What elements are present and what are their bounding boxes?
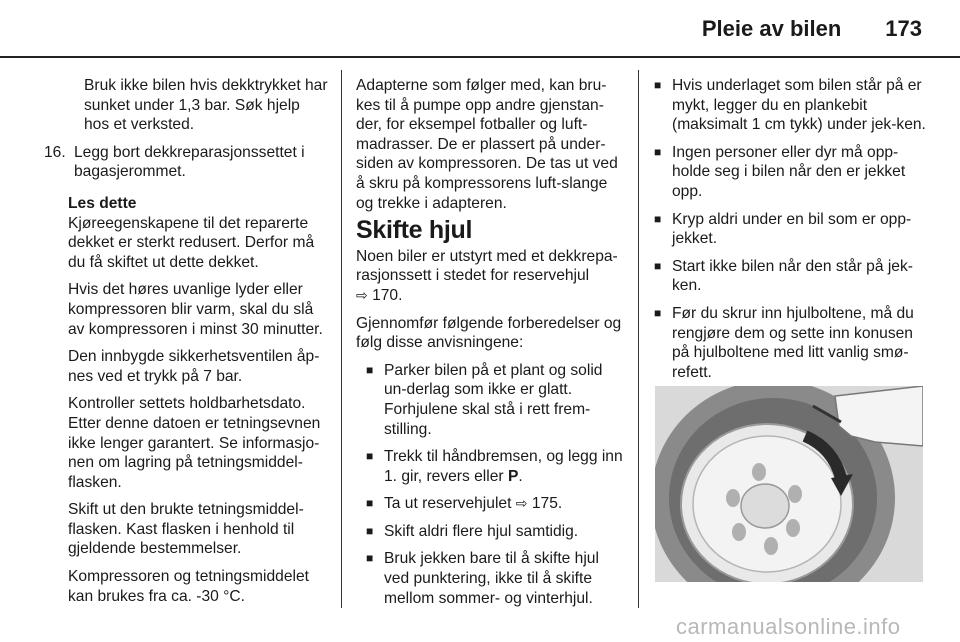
note-paragraph: Den innbygde sikkerhetsventilen åp-nes ved et trykk på 7 bar. (68, 348, 320, 385)
page-ref: 170. (372, 286, 403, 304)
continuation-text: Bruk ikke bilen hvis dekktrykket har sunket under 1,3 bar. Søk hjelp hos et verksted. (84, 77, 328, 134)
adapter-paragraph: Adapterne som følger med, kan bru-kes til å pumpe opp andre gjenstan-der, for eksempel fotballer og luft-madrasser. De er plassert på under-siden av kompressoren. De tas ut ved å skru på kompressorens luft-slange og trekke i adapteren. (356, 77, 618, 212)
page-ref: 175. (531, 495, 563, 513)
preparation-paragraph: Gjennomfør følgende forberedelser og følg disse anvisningene: (356, 314, 622, 352)
bullet-square-icon: ■ (366, 362, 374, 377)
watermark: carmanualsonline.info (676, 614, 901, 639)
note-paragraph: Kompressoren og tetningsmiddelet kan brukes fra ca. -30 °C. (68, 568, 309, 605)
bullet-square-icon: ■ (654, 211, 662, 226)
note-paragraph: Hvis det høres uvanlige lyder eller kompressoren blir varm, skal du slå av kompressoren i minst 30 minutter. (68, 281, 323, 338)
page-title: Pleie av bilen (701, 16, 842, 41)
column-divider (341, 70, 342, 608)
section-heading: Skifte hjul (356, 216, 473, 245)
note-box (44, 194, 328, 606)
column-divider (638, 70, 639, 608)
note-title: Les dette (68, 194, 137, 212)
page-number: 173 (885, 16, 922, 41)
note-paragraph: Skift ut den brukte tetningsmiddel-flasken. Kast flasken i henhold til gjeldende bestemmelser. (68, 501, 304, 558)
bullet-square-icon: ■ (654, 305, 662, 320)
list-item: ■ Ingen personer eller dyr må opp-holde seg i bilen når den er jekket opp. (654, 143, 906, 200)
column-right (654, 76, 926, 390)
note-paragraph: Kjøreegenskapene til det reparerte dekket er sterkt redusert. Derfor må du få skiftet ut dette dekket. (68, 214, 315, 271)
note-paragraph: Kontroller settets holdbarhetsdato. Etter denne datoen er tetningsevnen ikke lenger garantert. Se informasjo-nen om lagring på tetningsmiddel-flasken. (68, 395, 321, 491)
list-item: ■ Start ikke bilen når den står på jek-ken. (654, 257, 913, 295)
list-item: ■ Skift aldri flere hjul samtidig. (366, 522, 579, 540)
spare-wheel-paragraph (356, 247, 624, 306)
list-item: ■ Hvis underlaget som bilen står på er mykt, legger du en plankebit (maksimalt 1 cm tykk) under jek-ken. (654, 77, 926, 134)
bullet-square-icon: ■ (654, 258, 662, 273)
page-header (0, 0, 960, 58)
bullet-square-icon: ■ (366, 496, 374, 511)
header-rule (0, 56, 960, 58)
step-text: Legg bort dekkreparasjonssettet i bagasjerommet. (74, 143, 305, 181)
list-item: ■ Ta ut reservehjulet ⇨ 175. (366, 495, 563, 513)
bullet-square-icon: ■ (366, 523, 374, 538)
page-ref-arrow-icon: ⇨ (515, 495, 528, 512)
step-16 (44, 143, 328, 182)
list-item: ■ Parker bilen på et plant og solid un-derlag som ikke er glatt. Forhjulene skal stå i rett frem-stilling. (366, 361, 603, 438)
list-item: ■ Bruk jekken bare til å skifte hjul ved punktering, ikke til å skifte mellom sommer- og vinterhjul. (366, 550, 599, 607)
wheel-illustration (655, 386, 923, 582)
paragraph-text: Noen biler er utstyrt med et dekkrepa-rasjonssett i stedet for reservehjul (356, 247, 618, 285)
column-left (44, 76, 328, 614)
list-item: ■ Kryp aldri under en bil som er opp-jekket. (654, 210, 912, 248)
gear-p: P (507, 467, 519, 485)
wheel-hubcap-icon (655, 386, 923, 582)
bullet-square-icon: ■ (654, 144, 662, 159)
page-ref-arrow-icon: ⇨ (356, 286, 368, 303)
step-number: 16. (44, 143, 66, 161)
bullet-square-icon: ■ (366, 551, 374, 566)
list-item: ■ Før du skrur inn hjulboltene, må du rengjøre dem og sette inn konusen på hjulboltene med litt vanlig smø-refett. (654, 304, 914, 381)
bullet-square-icon: ■ (654, 78, 662, 92)
bullet-square-icon: ■ (366, 449, 374, 464)
list-item: ■ Trekk til håndbremsen, og legg inn 1. gir, revers eller P. (366, 448, 623, 485)
column-middle (356, 76, 624, 616)
